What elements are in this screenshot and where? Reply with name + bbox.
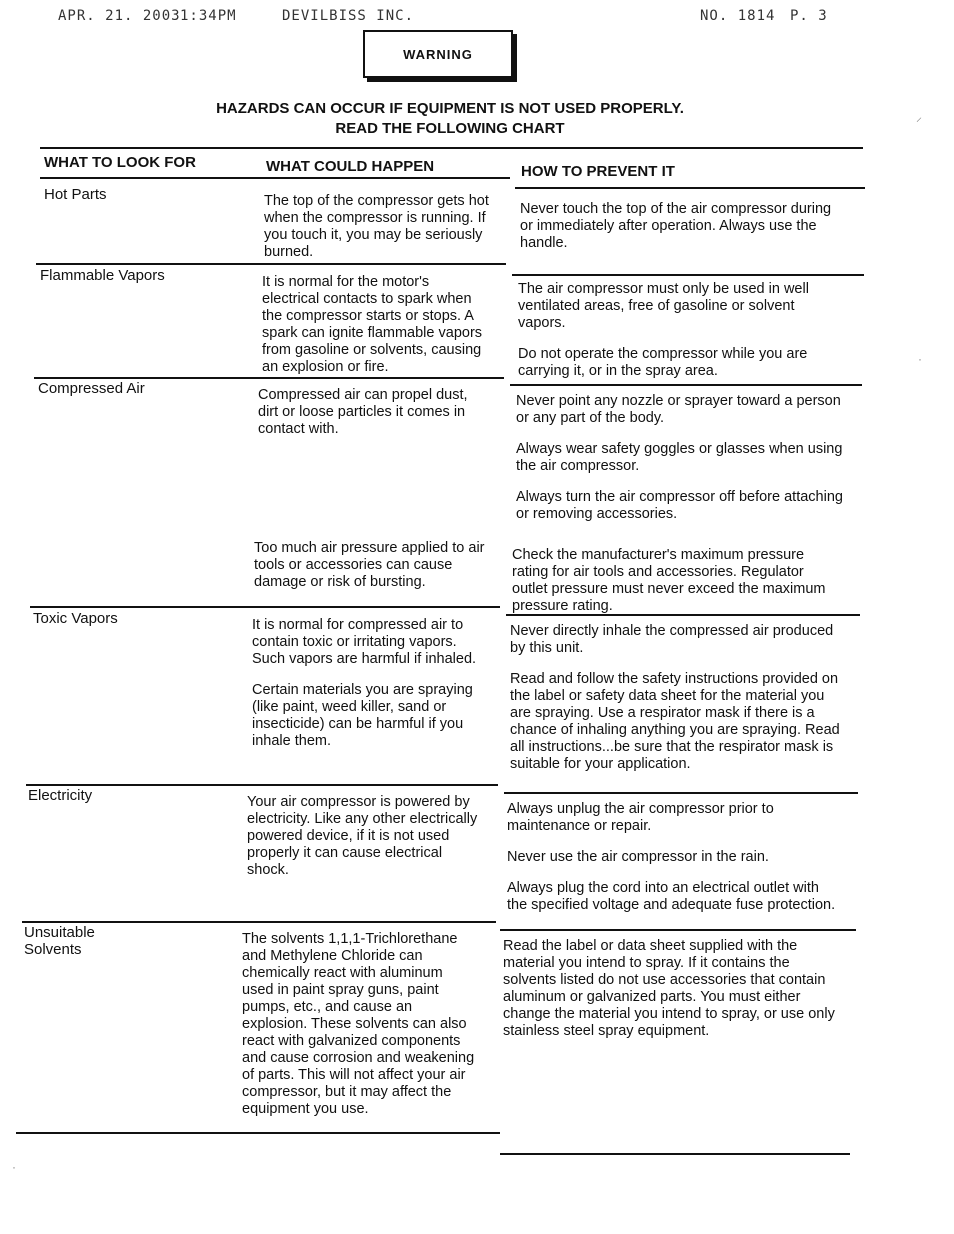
scan-speck: ⸝	[916, 110, 923, 124]
happen-text: Too much air pressure applied to air tools or accessories can cause damage or risk of bursting.	[254, 540, 485, 590]
table-bottom-rule	[500, 1153, 850, 1155]
prevent-text: Never touch the top of the air compressor during or immediately after operation. Always use the handle.	[520, 201, 832, 251]
hazard-unsuitable-solvents: Unsuitable Solvents	[24, 924, 95, 958]
row-rule	[504, 792, 858, 794]
prevent-text: Never use the air compressor in the rain.	[507, 849, 769, 865]
fax-number: NO. 1814	[700, 8, 776, 24]
prevent-toxic-vapors	[510, 623, 840, 773]
happen-compressed-air-2	[254, 540, 490, 591]
prevent-flammable-vapors	[518, 281, 846, 380]
prevent-text: Read and follow the safety instructions provided on the label or safety data sheet for the material you are spraying. Use a respirator mask if there is a chance of inhaling anything you are spraying. Read all instructions...be sure that the respirator mask is suitable for your application.	[510, 671, 840, 772]
row-rule	[500, 929, 856, 931]
row-rule	[30, 606, 500, 608]
happen-text: It is normal for compressed air to contain toxic or irritating vapors. Such vapors are harmful if inhaled.	[252, 617, 477, 667]
prevent-hot-parts	[520, 201, 846, 252]
prevent-text: Always turn the air compressor off before attaching or removing accessories.	[516, 489, 843, 522]
hazard-electricity: Electricity	[28, 787, 93, 804]
happen-text: The top of the compressor gets hot when the compressor is running. If you touch it, you may be seriously burned.	[264, 193, 489, 260]
prevent-text: Never directly inhale the compressed air produced by this unit.	[510, 623, 834, 656]
happen-text: Certain materials you are spraying (like paint, weed killer, sand or insecticide) can be harmful if you inhale them.	[252, 682, 473, 749]
hazard-flammable-vapors: Flammable Vapors	[40, 267, 165, 284]
happen-text: Compressed air can propel dust, dirt or loose particles it comes in contact with.	[258, 387, 468, 437]
happen-text: Your air compressor is powered by electricity. Like any other electrically powered device, if it is not used properly it can cause electrical shock.	[247, 794, 478, 878]
happen-flammable-vapors	[262, 274, 490, 376]
column-header-prevent: HOW TO PREVENT IT	[521, 163, 675, 180]
happen-unsuitable-solvents	[242, 931, 478, 1118]
happen-toxic-vapors	[252, 617, 486, 750]
header-bottom-rule-right	[515, 187, 865, 189]
prevent-text: Always unplug the air compressor prior to maintenance or repair.	[507, 801, 774, 834]
prevent-text: Never point any nozzle or sprayer toward a person or any part of the body.	[516, 393, 841, 426]
fax-sender: DEVILBISS INC.	[282, 8, 415, 24]
table-bottom-rule	[16, 1132, 500, 1134]
row-rule	[512, 274, 864, 276]
prevent-compressed-air-2	[512, 547, 842, 615]
prevent-text: Do not operate the compressor while you are carrying it, or in the spray area.	[518, 346, 808, 379]
row-rule	[36, 263, 506, 265]
happen-compressed-air-1	[258, 387, 490, 438]
scan-speck: ·	[918, 352, 922, 366]
happen-text: The solvents 1,1,1-Trichlorethane and Methylene Chloride can chemically react with aluminum used in paint spray guns, paint pumps, etc., and cause an explosion. These solvents can also react with galvanized components and cause corrosion and weakening of parts. This will not affect your air compressor, but it may affect the equipment you use.	[242, 931, 475, 1117]
row-rule	[34, 377, 504, 379]
prevent-text: Always plug the cord into an electrical outlet with the specified voltage and adequate fuse protection.	[507, 880, 836, 913]
hazard-compressed-air: Compressed Air	[38, 380, 145, 397]
fax-page: P. 3	[790, 8, 828, 24]
header-bottom-rule-left	[40, 177, 510, 179]
header-top-rule	[40, 147, 863, 149]
prevent-compressed-air-1	[516, 393, 844, 523]
prevent-text: The air compressor must only be used in well ventilated areas, free of gasoline or solvent vapors.	[518, 281, 809, 331]
prevent-unsuitable-solvents	[503, 938, 835, 1040]
row-rule	[506, 614, 860, 616]
scan-speck: ·	[12, 1160, 16, 1174]
row-rule	[22, 921, 496, 923]
row-rule	[26, 784, 498, 786]
hazard-toxic-vapors: Toxic Vapors	[33, 610, 118, 627]
happen-electricity	[247, 794, 483, 879]
column-header-look: WHAT TO LOOK FOR	[44, 154, 196, 171]
row-rule	[510, 384, 862, 386]
happen-text: It is normal for the motor's electrical contacts to spark when the compressor starts or stops. A spark can ignite flammable vapors from gasoline or solvents, causing an explosion or fire.	[262, 274, 483, 375]
prevent-text: Check the manufacturer's maximum pressure rating for air tools and accessories. Regulator outlet pressure must never exceed the maximum pressure rating.	[512, 547, 826, 614]
fax-time: 1:34PM	[180, 8, 237, 24]
happen-hot-parts	[264, 193, 492, 261]
prevent-text: Read the label or data sheet supplied with the material you intend to spray. If it contains the solvents listed do not use accessories that contain aluminum or galvanized parts. You must either change the material you intend to spray, or use only stainless steel spray equipment.	[503, 938, 835, 1039]
heading-line-2: READ THE FOLLOWING CHART	[335, 120, 565, 137]
fax-date: APR. 21. 2003	[58, 8, 181, 24]
column-header-happen: WHAT COULD HAPPEN	[266, 158, 435, 175]
prevent-text: Always wear safety goggles or glasses when using the air compressor.	[516, 441, 843, 474]
warning-label: WARNING	[363, 30, 513, 78]
hazard-hot-parts: Hot Parts	[44, 186, 107, 203]
prevent-electricity	[507, 801, 837, 914]
heading-line-1: HAZARDS CAN OCCUR IF EQUIPMENT IS NOT USED PROPERLY.	[216, 100, 684, 117]
